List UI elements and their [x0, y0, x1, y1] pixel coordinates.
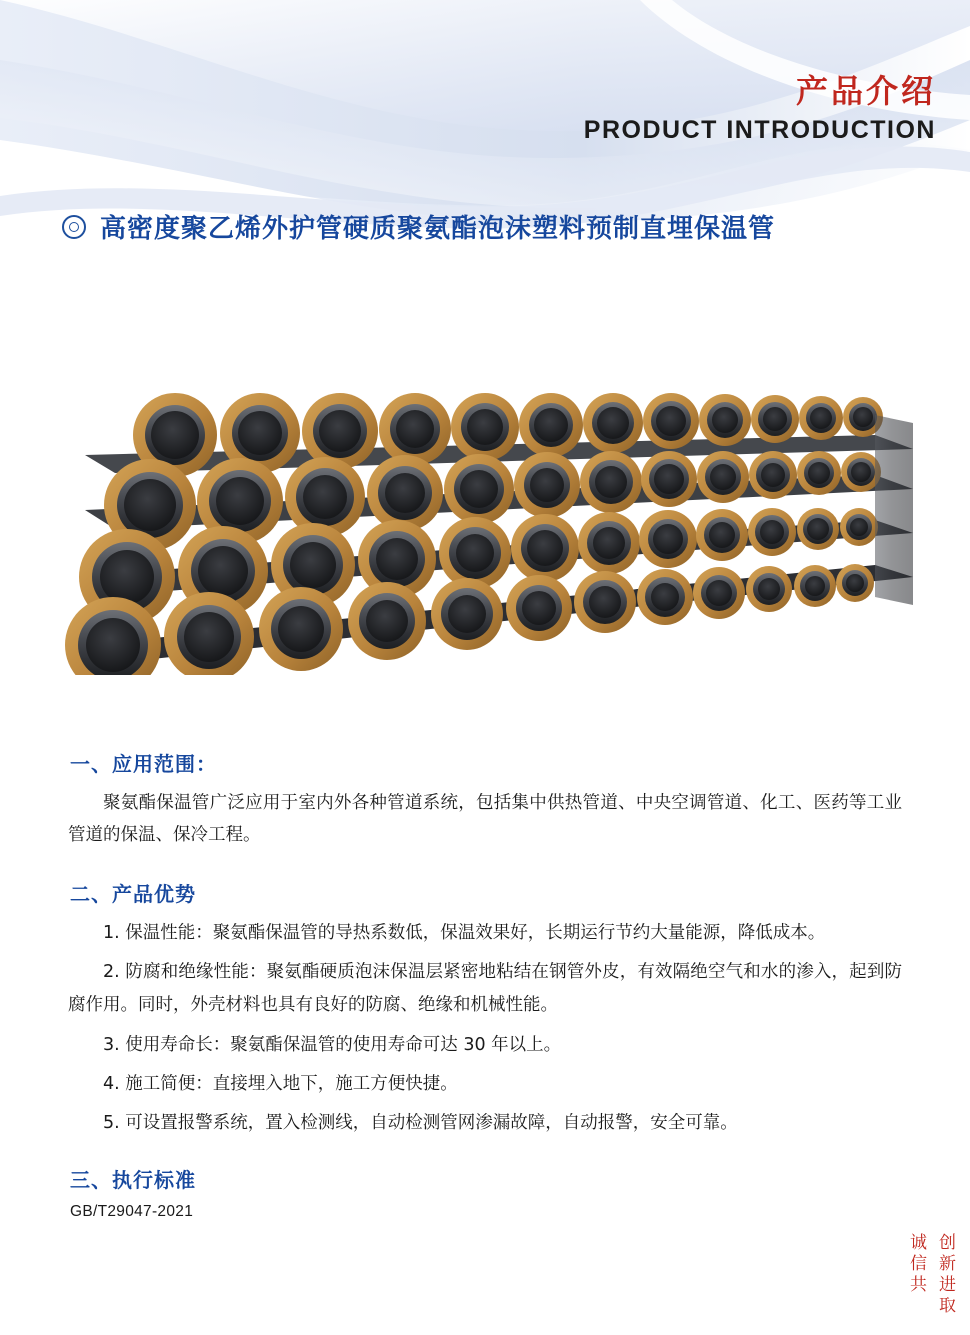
- header-title-block: [584, 72, 936, 145]
- side-slogan-line-1: 创新进取: [935, 1233, 955, 1317]
- section-title-scope: 一、应用范围：: [70, 752, 217, 776]
- advantage-item-4: 4. 施工简便：直接埋入地下，施工方便快捷。: [103, 1073, 458, 1094]
- advantage-item-1: 1. 保温性能：聚氨酯保温管的导热系数低，保温效果好，长期运行节约大量能源，降低成本。: [103, 922, 826, 943]
- section-title-standard: 三、执行标准: [70, 1168, 196, 1193]
- advantage-item-2: 2. 防腐和绝缘性能：聚氨酯硬质泡沫保温层紧密地粘结在钢管外皮，有效隔绝空气和水的渗入，起到防腐作用。同时，外壳材料也具有良好的防腐、绝缘和机械性能。: [68, 962, 902, 1016]
- scope-paragraph: 聚氨酯保温管广泛应用于室内外各种管道系统，包括集中供热管道、中央空调管道、化工、医药等工业管道的保温、保冷工程。: [68, 793, 902, 846]
- product-photo: [55, 315, 915, 675]
- product-heading-label: 高密度聚乙烯外护管硬质聚氨酯泡沫塑料预制直埋保温管: [100, 214, 776, 244]
- ring-bullet-icon: [62, 215, 86, 239]
- standard-code: GB/T29047-2021: [70, 1203, 194, 1221]
- section-title-advantages: 二、产品优势: [70, 881, 196, 906]
- document-body: [0, 748, 970, 1221]
- product-heading: [62, 208, 775, 245]
- header-title-en: PRODUCT INTRODUCTION: [583, 116, 936, 145]
- side-slogan-line-2: 诚信共: [906, 1233, 926, 1296]
- side-slogan: [904, 1233, 958, 1317]
- header-title-cn: 产品介绍: [795, 72, 936, 110]
- advantage-item-3: 3. 使用寿命长：聚氨酯保温管的使用寿命可达 30 年以上。: [103, 1034, 562, 1055]
- advantage-item-5: 5. 可设置报警系统，置入检测线，自动检测管网渗漏故障，自动报警，安全可靠。: [103, 1113, 738, 1133]
